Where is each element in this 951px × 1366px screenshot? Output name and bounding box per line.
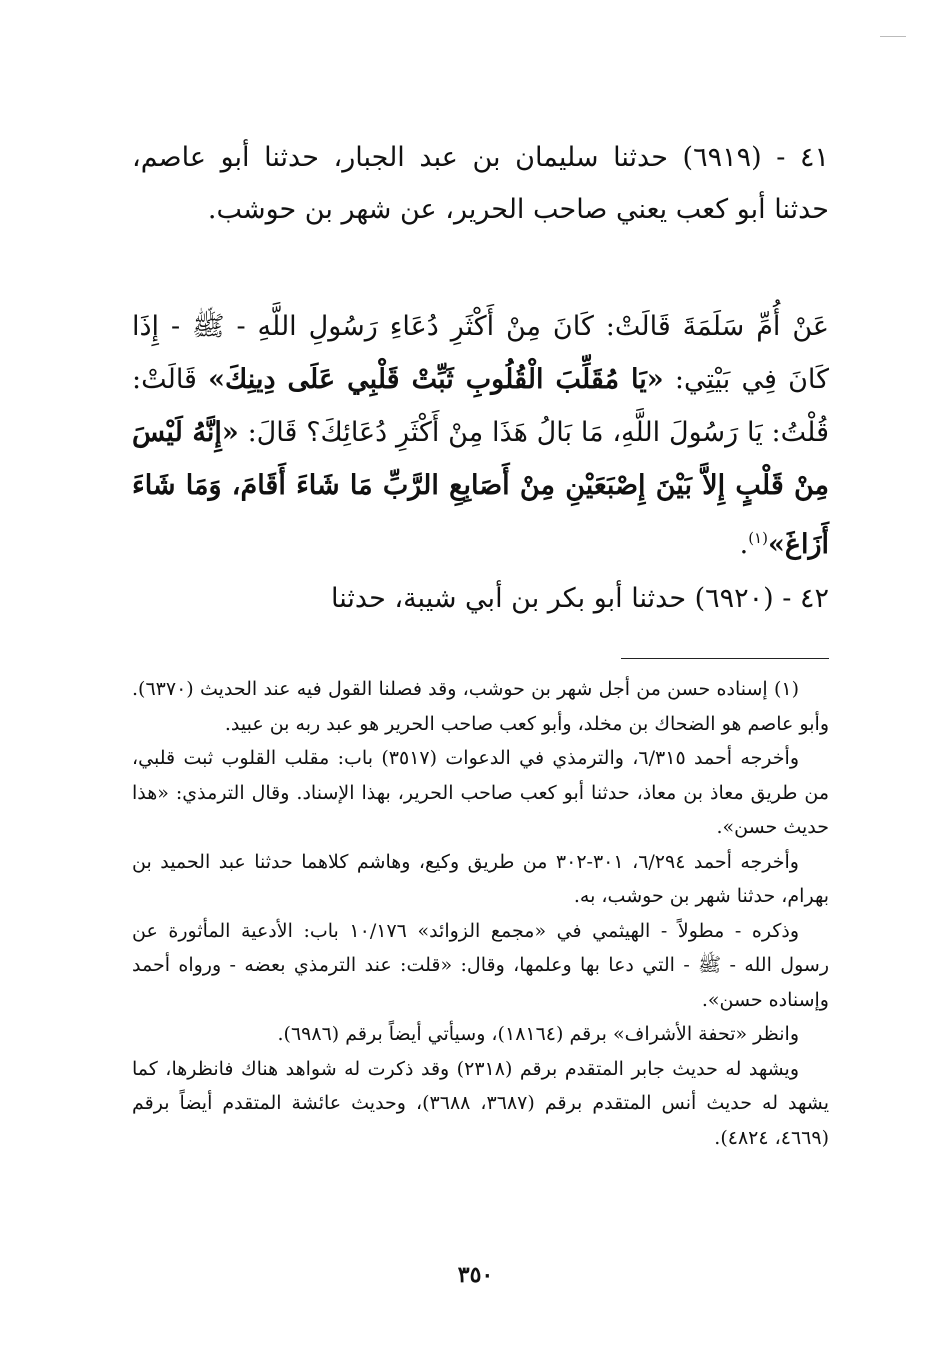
footnote-para: وانظر «تحفة الأشراف» برقم (١٨١٦٤)، وسيأتي أيضاً برقم (٦٩٨٦).	[277, 1023, 799, 1045]
footnote-ref: (١)	[748, 529, 768, 547]
footnote-para: ويشهد له حديث جابر المتقدم برقم (٢٣١٨) وقد ذكرت له شواهد هناك فانظرها، كما يشهد له حديث أنس المتقدم برقم (٣٦٨٧، ٣٦٨٨)، وحديث عائشة المتقدم أيضاً برقم (٤٦٦٩، ٤٨٢٤).	[132, 1057, 829, 1149]
footnotes	[132, 672, 829, 1155]
matn-intro: عَنْ أُمِّ سَلَمَةَ قَالَتْ: كَانَ مِنْ أَكْثَرِ دُعَاءِ رَسُولِ اللَّهِ - ﷺ - إِذَا كَانَ فِي بَيْتِي:	[132, 311, 829, 395]
hadith-42-isnad: ٤٢ - (٦٩٢٠) حدثنا أبو بكر بن أبي شيبة، حدثنا	[331, 583, 829, 614]
hadith-41-matn	[132, 300, 829, 571]
matn-end: .	[739, 529, 749, 560]
answer-text: «إِنَّهُ لَيْسَ مِنْ قَلْبٍ إِلاَّ بَيْنَ إِصْبَعَيْنِ مِنْ أَصَابِعِ الرَّبِّ مَا شَاءَ أَقَامَ، وَمَا شَاءَ أَزَاغَ»	[132, 417, 829, 560]
footnote-para: وأخرجه أحمد ٦/٣١٥، والترمذي في الدعوات (٣٥١٧) باب: مقلب القلوب ثبت قلبي، من طريق معاذ بن معاذ، حدثنا أبو كعب صاحب الحرير، بهذا الإسناد. وقال الترمذي: «هذا حديث حسن».	[132, 747, 829, 838]
footnote-para: وأخرجه أحمد ٦/٢٩٤، ٣٠١-٣٠٢ من طريق وكيع، وهاشم كلاهما حدثنا عبد الحميد بن بهرام، حدثنا شهر بن حوشب، به.	[132, 850, 829, 907]
hadith-41-isnad: ٤١ - (٦٩١٩) حدثنا سليمان بن عبد الجبار، حدثنا أبو عاصم، حدثنا أبو كعب يعني صاحب الحرير، عن شهر بن حوشب.	[132, 142, 830, 225]
corner-mark	[880, 36, 906, 37]
footnote-1: (١) إسناده حسن من أجل شهر بن حوشب، وقد فصلنا القول فيه عند الحديث (٦٣٧٠). وأبو عاصم هو الضحاك بن مخلد، وأبو كعب صاحب الحرير هو عبد ربه بن عبيد.	[132, 678, 829, 735]
dua-text: «يَا مُقَلِّبَ الْقُلُوبِ ثَبِّتْ قَلْبِي عَلَى دِينِكَ»	[208, 364, 664, 395]
question-text: قَالَتْ: قُلْتُ: يَا رَسُولَ اللَّهِ، مَا بَالُ هَذَا مِنْ أَكْثَرِ دُعَائِكَ؟ قَالَ:	[132, 364, 829, 448]
footnote-para: وذكره - مطولاً - الهيثمي في «مجمع الزوائد» ١٠/١٧٦ باب: الأدعية المأثورة عن رسول الله - ﷺ - التي دعا بها وعلمها، وقال: «قلت: عند الترمذي بعضه - ورواه أحمد وإسناده حسن».	[132, 919, 829, 1011]
page-number: ٣٥٠	[457, 1262, 494, 1288]
footnote-divider	[621, 658, 829, 659]
